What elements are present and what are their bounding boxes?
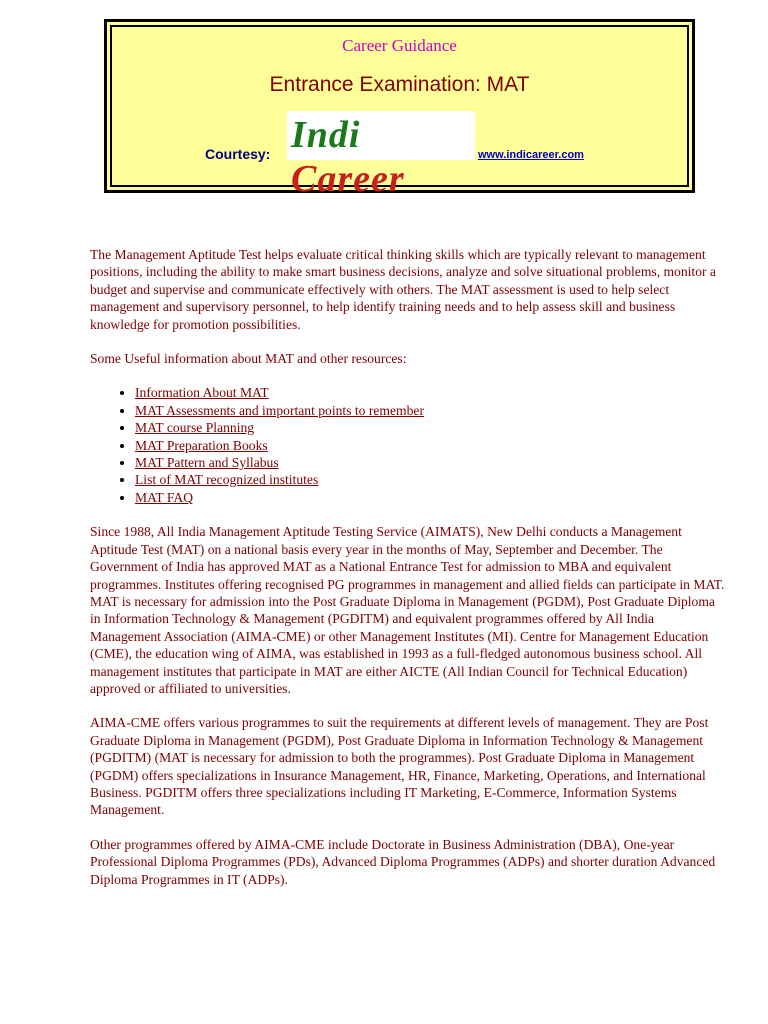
list-item	[135, 489, 726, 506]
intro-paragraph: The Management Aptitude Test helps evaluate critical thinking skills which are typically relevant to management positions, including the ability to make smart business decisions, analyze and solve situational problems, monitor a budget and supervise and communicate effectively with others. The MAT assessment is used to help select management and supervisory personnel, to help identify training needs and to help assess skill and business knowledge for promotion possibilities.	[90, 247, 716, 332]
logo-word-indi: Indi	[291, 114, 361, 156]
resource-link-mat-faq[interactable]: MAT FAQ	[135, 489, 194, 505]
resources-list	[90, 384, 726, 506]
resource-link-pattern-syllabus[interactable]: MAT Pattern and Syllabus	[135, 455, 279, 471]
list-item	[135, 471, 726, 488]
paragraph-aimats: Since 1988, All India Management Aptitude Testing Service (AIMATS), New Delhi conducts a Management Aptitude Test (MAT) on a national basis every year in the months of May, September and December. The Government of India has approved MAT as a National Entrance Test for admission to MBA and equivalent programmes. Institutes offering recognised PG programmes in management and allied fields can participate in MAT. MAT is necessary for admission into the Post Graduate Diploma in Management (PGDM), Post Graduate Diploma in Information Technology & Management (PGDITM) and equivalent programmes offered by All India Management Association (AIMA-CME) or other Management Institutes (MI). Centre for Management Education (CME), the education wing of AIMA, was established in 1993 as a full-fledged autonomous business school. All management institutes that participate in MAT are either AICTE (All Indian Council for Technical Education) approved or affiliated to universities.	[90, 524, 725, 696]
paragraph-aima-cme-programmes: AIMA-CME offers various programmes to suit the requirements at different levels of management. They are Post Graduate Diploma in Management (PGDM), Post Graduate Diploma in Information Technology & Management (PGDITM) (MAT is necessary for admission to both the programmes). Post Graduate Diploma in Management (PGDM) offers specializations in Insurance Management, HR, Finance, Marketing, Operations, and International Business. PGDITM offers three specializations including IT Marketing, E-Commerce, Information Systems Management.	[90, 715, 709, 818]
indicareer-logo	[287, 111, 475, 200]
website-link[interactable]: www.indicareer.com	[478, 149, 584, 161]
resource-link-information-about-mat[interactable]: Information About MAT	[135, 385, 269, 401]
resource-link-recognized-institutes[interactable]: List of MAT recognized institutes	[135, 472, 319, 488]
resource-link-preparation-books[interactable]: MAT Preparation Books	[135, 437, 268, 453]
resources-heading: Some Useful information about MAT and other resources:	[90, 351, 407, 367]
list-item	[135, 419, 726, 436]
list-item	[135, 454, 726, 471]
list-item	[135, 437, 726, 454]
courtesy-label: Courtesy:	[205, 146, 271, 162]
page-title: Entrance Examination: MAT	[269, 73, 530, 96]
article-body	[90, 246, 726, 905]
paragraph-other-programmes: Other programmes offered by AIMA-CME include Doctorate in Business Administration (DBA), One-year Professional Diploma Programmes (PDs), Advanced Diploma Programmes (ADPs) and shorter duration Advanced Diploma Programmes in IT (ADPs).	[90, 836, 716, 887]
logo-wordmark	[291, 113, 475, 201]
logo-word-career: Career	[291, 158, 405, 200]
page-subtitle: Career Guidance	[342, 36, 457, 55]
header-box	[104, 19, 695, 200]
resource-link-course-planning[interactable]: MAT course Planning	[135, 420, 255, 436]
list-item	[135, 402, 726, 419]
list-item	[135, 384, 726, 401]
resource-link-mat-assessments[interactable]: MAT Assessments and important points to remember	[135, 402, 424, 418]
